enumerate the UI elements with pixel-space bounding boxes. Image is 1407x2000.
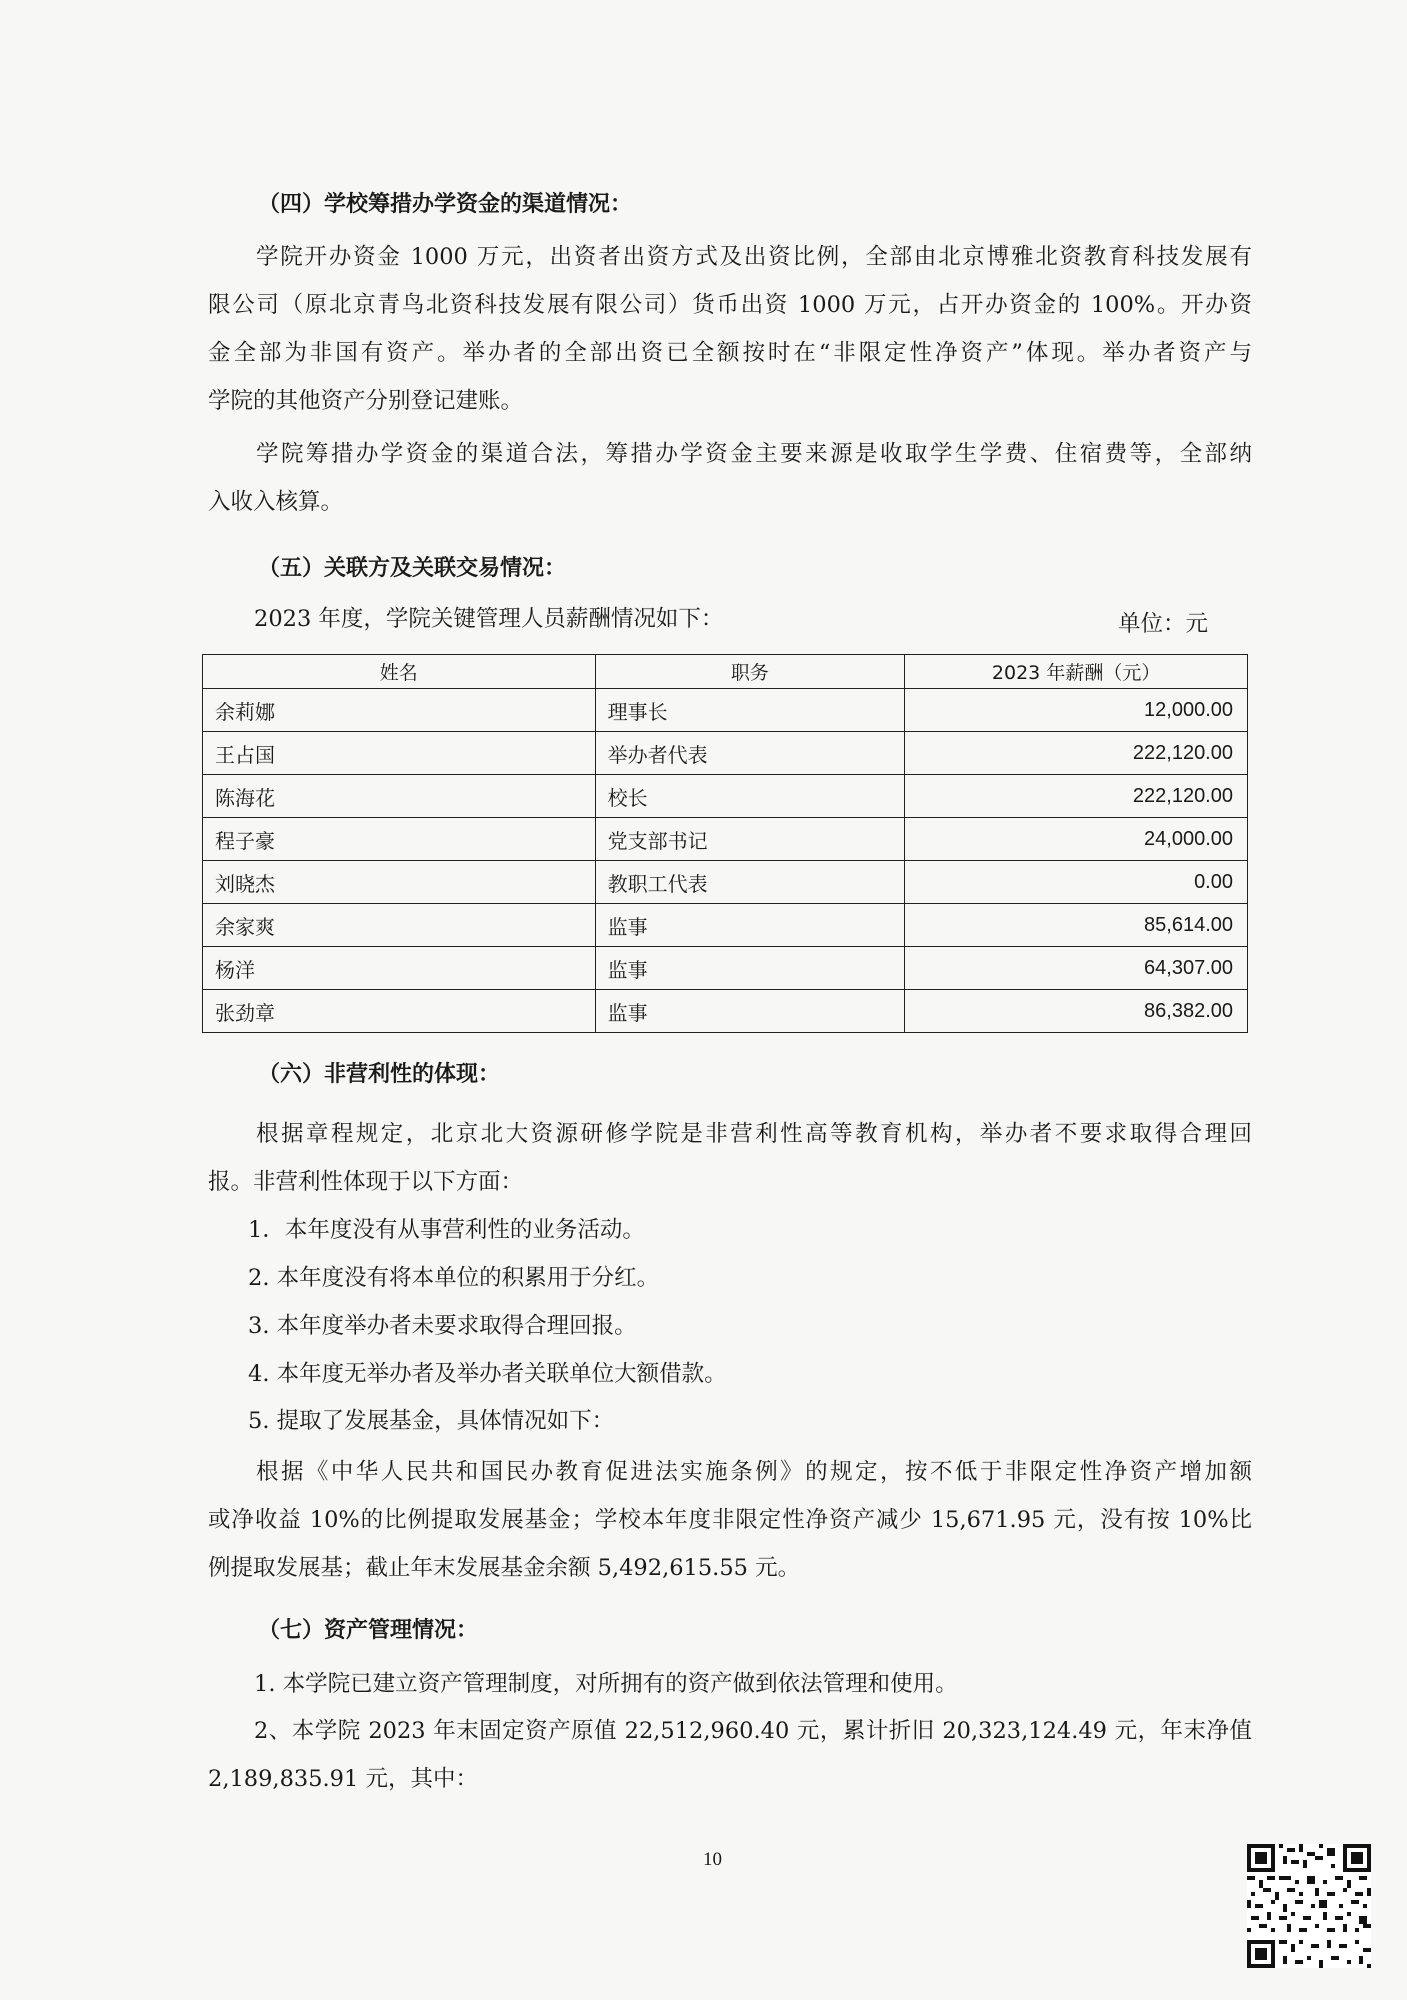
unit-label: 单位：元	[1118, 611, 1209, 637]
table-header-row	[203, 655, 1248, 689]
section4-heading: （四）学校筹措办学资金的渠道情况：	[258, 192, 633, 217]
table-row	[203, 904, 1248, 947]
qr-code-icon	[1247, 1844, 1371, 1968]
section6-heading: （六）非营利性的体现：	[258, 1062, 501, 1087]
section4-para1-line3: 金全部为非国有资产。举办者的全部出资已全额按时在“非限定性净资产”体现。举办者资产与	[208, 340, 1252, 366]
cell-position: 举办者代表	[595, 732, 905, 775]
section4-para1-line1: 学院开办资金 1000 万元，出资者出资方式及出资比例，全部由北京博雅北资教育科技发展有	[256, 244, 1252, 270]
section7-item-2-line1: 2、本学院 2023 年末固定资产原值 22,512,960.40 元，累计折旧 20,323,124.49 元，年末净值	[254, 1718, 1252, 1744]
section7-item-2-line2: 2,189,835.91 元，其中：	[208, 1766, 478, 1792]
section6-para1-line2: 报。非营利性体现于以下方面：	[208, 1169, 524, 1195]
section6-item-3: 3. 本年度举办者未要求取得合理回报。	[248, 1313, 637, 1339]
cell-name: 王占国	[203, 732, 596, 775]
table-row	[203, 689, 1248, 732]
section6-item-2: 2. 本年度没有将本单位的积累用于分红。	[248, 1265, 660, 1291]
header-salary: 2023 年薪酬（元）	[905, 655, 1248, 689]
section5-intro: 2023 年度，学院关键管理人员薪酬情况如下：	[254, 606, 724, 632]
header-name: 姓名	[203, 655, 596, 689]
table-row	[203, 861, 1248, 904]
section7-heading: （七）资产管理情况：	[258, 1618, 479, 1643]
cell-name: 余家爽	[203, 904, 596, 947]
header-position: 职务	[595, 655, 905, 689]
section6-para1-line1: 根据章程规定，北京北大资源研修学院是非营利性高等教育机构，举办者不要求取得合理回	[256, 1121, 1252, 1147]
section4-para1-line4: 学院的其他资产分别登记建账。	[208, 388, 524, 414]
cell-position: 理事长	[595, 689, 905, 732]
cell-position: 教职工代表	[595, 861, 905, 904]
cell-name: 程子豪	[203, 818, 596, 861]
section6-para2-line2: 或净收益 10%的比例提取发展基金；学校本年度非限定性净资产减少 15,671.95 元，没有按 10%比	[208, 1507, 1252, 1533]
salary-table	[202, 654, 1248, 1033]
section5-heading: （五）关联方及关联交易情况：	[258, 556, 567, 581]
table-row	[203, 990, 1248, 1033]
cell-salary: 86,382.00	[905, 990, 1248, 1033]
section6-para2-line3: 例提取发展基；截止年末发展基金余额 5,492,615.55 元。	[208, 1555, 801, 1581]
cell-position: 监事	[595, 904, 905, 947]
section6-item-4: 4. 本年度无举办者及举办者关联单位大额借款。	[248, 1361, 727, 1387]
section7-item-1: 1. 本学院已建立资产管理制度，对所拥有的资产做到依法管理和使用。	[254, 1671, 958, 1697]
cell-salary: 0.00	[905, 861, 1248, 904]
cell-position: 监事	[595, 947, 905, 990]
page-number: 10	[703, 1849, 722, 1870]
cell-salary: 222,120.00	[905, 732, 1248, 775]
table-row	[203, 775, 1248, 818]
section6-item-5: 5. 提取了发展基金，具体情况如下：	[248, 1408, 615, 1434]
cell-salary: 12,000.00	[905, 689, 1248, 732]
cell-salary: 64,307.00	[905, 947, 1248, 990]
section4-para2-line1: 学院筹措办学资金的渠道合法，筹措办学资金主要来源是收取学生学费、住宿费等，全部纳	[256, 441, 1252, 467]
section6-item-1: 1．本年度没有从事营利性的业务活动。	[248, 1217, 645, 1243]
section4-para2-line2: 入收入核算。	[208, 489, 344, 515]
cell-salary: 85,614.00	[905, 904, 1248, 947]
table-row	[203, 947, 1248, 990]
table-row	[203, 818, 1248, 861]
cell-salary: 24,000.00	[905, 818, 1248, 861]
cell-name: 刘晓杰	[203, 861, 596, 904]
cell-name: 张劲章	[203, 990, 596, 1033]
cell-name: 余莉娜	[203, 689, 596, 732]
table-row	[203, 732, 1248, 775]
cell-salary: 222,120.00	[905, 775, 1248, 818]
cell-name: 陈海花	[203, 775, 596, 818]
cell-position: 党支部书记	[595, 818, 905, 861]
section4-para1-line2: 限公司（原北京青鸟北资科技发展有限公司）货币出资 1000 万元，占开办资金的 100%。开办资	[208, 292, 1252, 318]
cell-position: 监事	[595, 990, 905, 1033]
section6-para2-line1: 根据《中华人民共和国民办教育促进法实施条例》的规定，按不低于非限定性净资产增加额	[256, 1459, 1252, 1485]
cell-position: 校长	[595, 775, 905, 818]
cell-name: 杨洋	[203, 947, 596, 990]
